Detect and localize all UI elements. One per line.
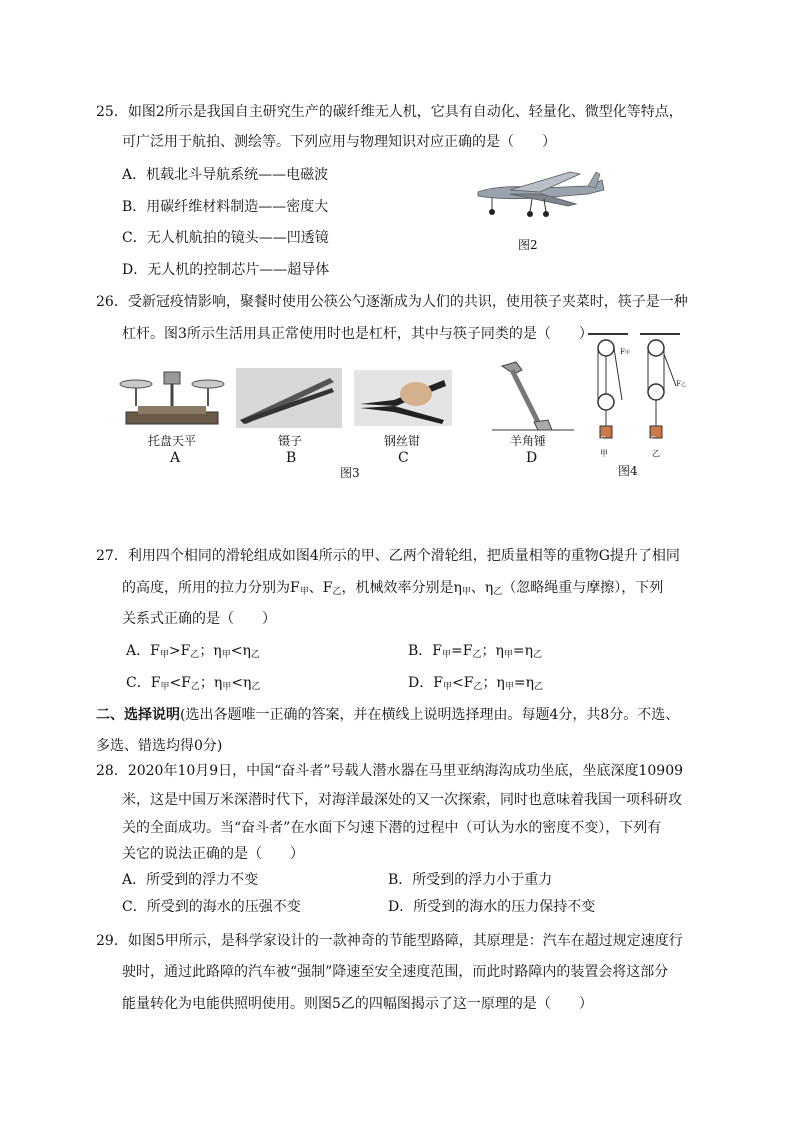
q28-line2: 米，这是中国万米深潜时代下，对海洋最深处的又一次探索，同时也意味着我国一项科研攻 (122, 792, 682, 808)
fig2-caption: 图2 (518, 238, 538, 252)
q25-option-c: C．无人机航拍的镜头——凹透镜 (122, 230, 329, 246)
fig4-label-jia: 甲 (600, 449, 608, 458)
q28-option-c: C．所受到的海水的压强不变 (122, 899, 301, 915)
fig4-caption: 图4 (618, 464, 638, 478)
fig4-weight-right: G (651, 436, 656, 443)
section2-desc2: 多选、错选均得0分) (96, 738, 223, 754)
section2-desc: (选出各题唯一正确的答案，并在横线上说明选择理由。每题4分，共8分。不选、 (180, 707, 680, 723)
section2-title: 二、选择说明 (96, 707, 180, 723)
item-a-letter: A (170, 450, 181, 466)
item-b-name: 镊子 (278, 434, 303, 448)
drone-figure (470, 166, 610, 221)
q29-line3: 能量转化为电能供照明使用。则图5乙的四幅图揭示了这一原理的是（ ） (122, 996, 593, 1012)
tweezers-image (236, 368, 342, 428)
hammer-image (488, 360, 578, 434)
q27-option-d: D．$F_甲<F_乙$；$\eta_甲=\eta_乙$ (408, 675, 543, 692)
item-c-letter: C (398, 450, 409, 466)
item-d-letter: D (526, 450, 538, 466)
q27-line2: 的高度，所用的拉力分别为$F_甲$、$F_乙$，机械效率分别是$\eta_甲$、$\eta_乙$（忽略绳重与摩擦），下列 (122, 580, 664, 597)
pulley-figure (588, 330, 684, 448)
q28-line3: 关的全面成功。当“奋斗者”在水面下匀速下潜的过程中（可认为水的密度不变），下列有 (122, 820, 662, 836)
fig4-force-left: F甲 (620, 348, 630, 356)
balance-image (118, 368, 226, 428)
q25-option-b: B．用碳纤维材料制造——密度大 (122, 199, 329, 215)
item-b-letter: B (286, 450, 297, 466)
item-c-name: 钢丝钳 (384, 434, 421, 448)
fig4-force-right: F乙 (676, 380, 686, 388)
q25-option-d: D．无人机的控制芯片——超导体 (122, 262, 330, 278)
section2-header (96, 706, 679, 724)
q25-line2: 可广泛用于航拍、测绘等。下列应用与物理知识对应正确的是（ ） (122, 134, 556, 150)
q28-option-d: D．所受到的海水的压力保持不变 (388, 899, 596, 915)
fig3-caption: 图3 (340, 466, 360, 480)
item-a-name: 托盘天平 (148, 434, 197, 448)
q28-line1: 28．2020年10月9日，中国“奋斗者”号载人潜水器在马里亚纳海沟成功坐底，坐底深度10909 (96, 763, 684, 779)
q28-option-b: B．所受到的浮力小于重力 (388, 872, 553, 888)
q25-line1: 25．如图2所示是我国自主研究生产的碳纤维无人机，它具有自动化、轻量化、微型化等特点， (96, 104, 683, 120)
q26-line2: 杠杆。图3所示生活用具正常使用时也是杠杆，其中与筷子同类的是（ ） (122, 326, 593, 342)
q26-line1: 26．受新冠疫情影响，聚餐时使用公筷公勺逐渐成为人们的共识，使用筷子夹菜时，筷子是一种 (96, 294, 688, 310)
fig4-label-yi: 乙 (652, 449, 660, 458)
q27-line1: 27．利用四个相同的滑轮组成如图4所示的甲、乙两个滑轮组，把质量相等的重物G提升了相同 (96, 548, 680, 564)
q28-option-a: A．所受到的浮力不变 (122, 872, 259, 888)
pliers-image (354, 370, 452, 426)
q25-option-a: A．机载北斗导航系统——电磁波 (122, 167, 329, 183)
q27-option-b: B．$F_甲=F_乙$；$\eta_甲=\eta_乙$ (408, 643, 543, 660)
q27-option-c: C．$F_甲<F_乙$；$\eta_甲<\eta_乙$ (126, 675, 261, 692)
q29-line1: 29．如图5甲所示，是科学家设计的一款神奇的节能型路障，其原理是：汽车在超过规定速度行 (96, 933, 683, 949)
q28-line4: 关它的说法正确的是（ ） (122, 846, 304, 862)
q27-line3: 关系式正确的是（ ） (122, 611, 276, 627)
fig4-weight-left: G (601, 436, 606, 443)
item-d-name: 羊角锤 (510, 434, 547, 448)
q29-line2: 驶时，通过此路障的汽车被“强制”降速至安全速度范围，而此时路障内的装置会将这部分 (122, 964, 669, 980)
q27-option-a: A．$F_甲>F_乙$；$\eta_甲<\eta_乙$ (126, 643, 260, 660)
